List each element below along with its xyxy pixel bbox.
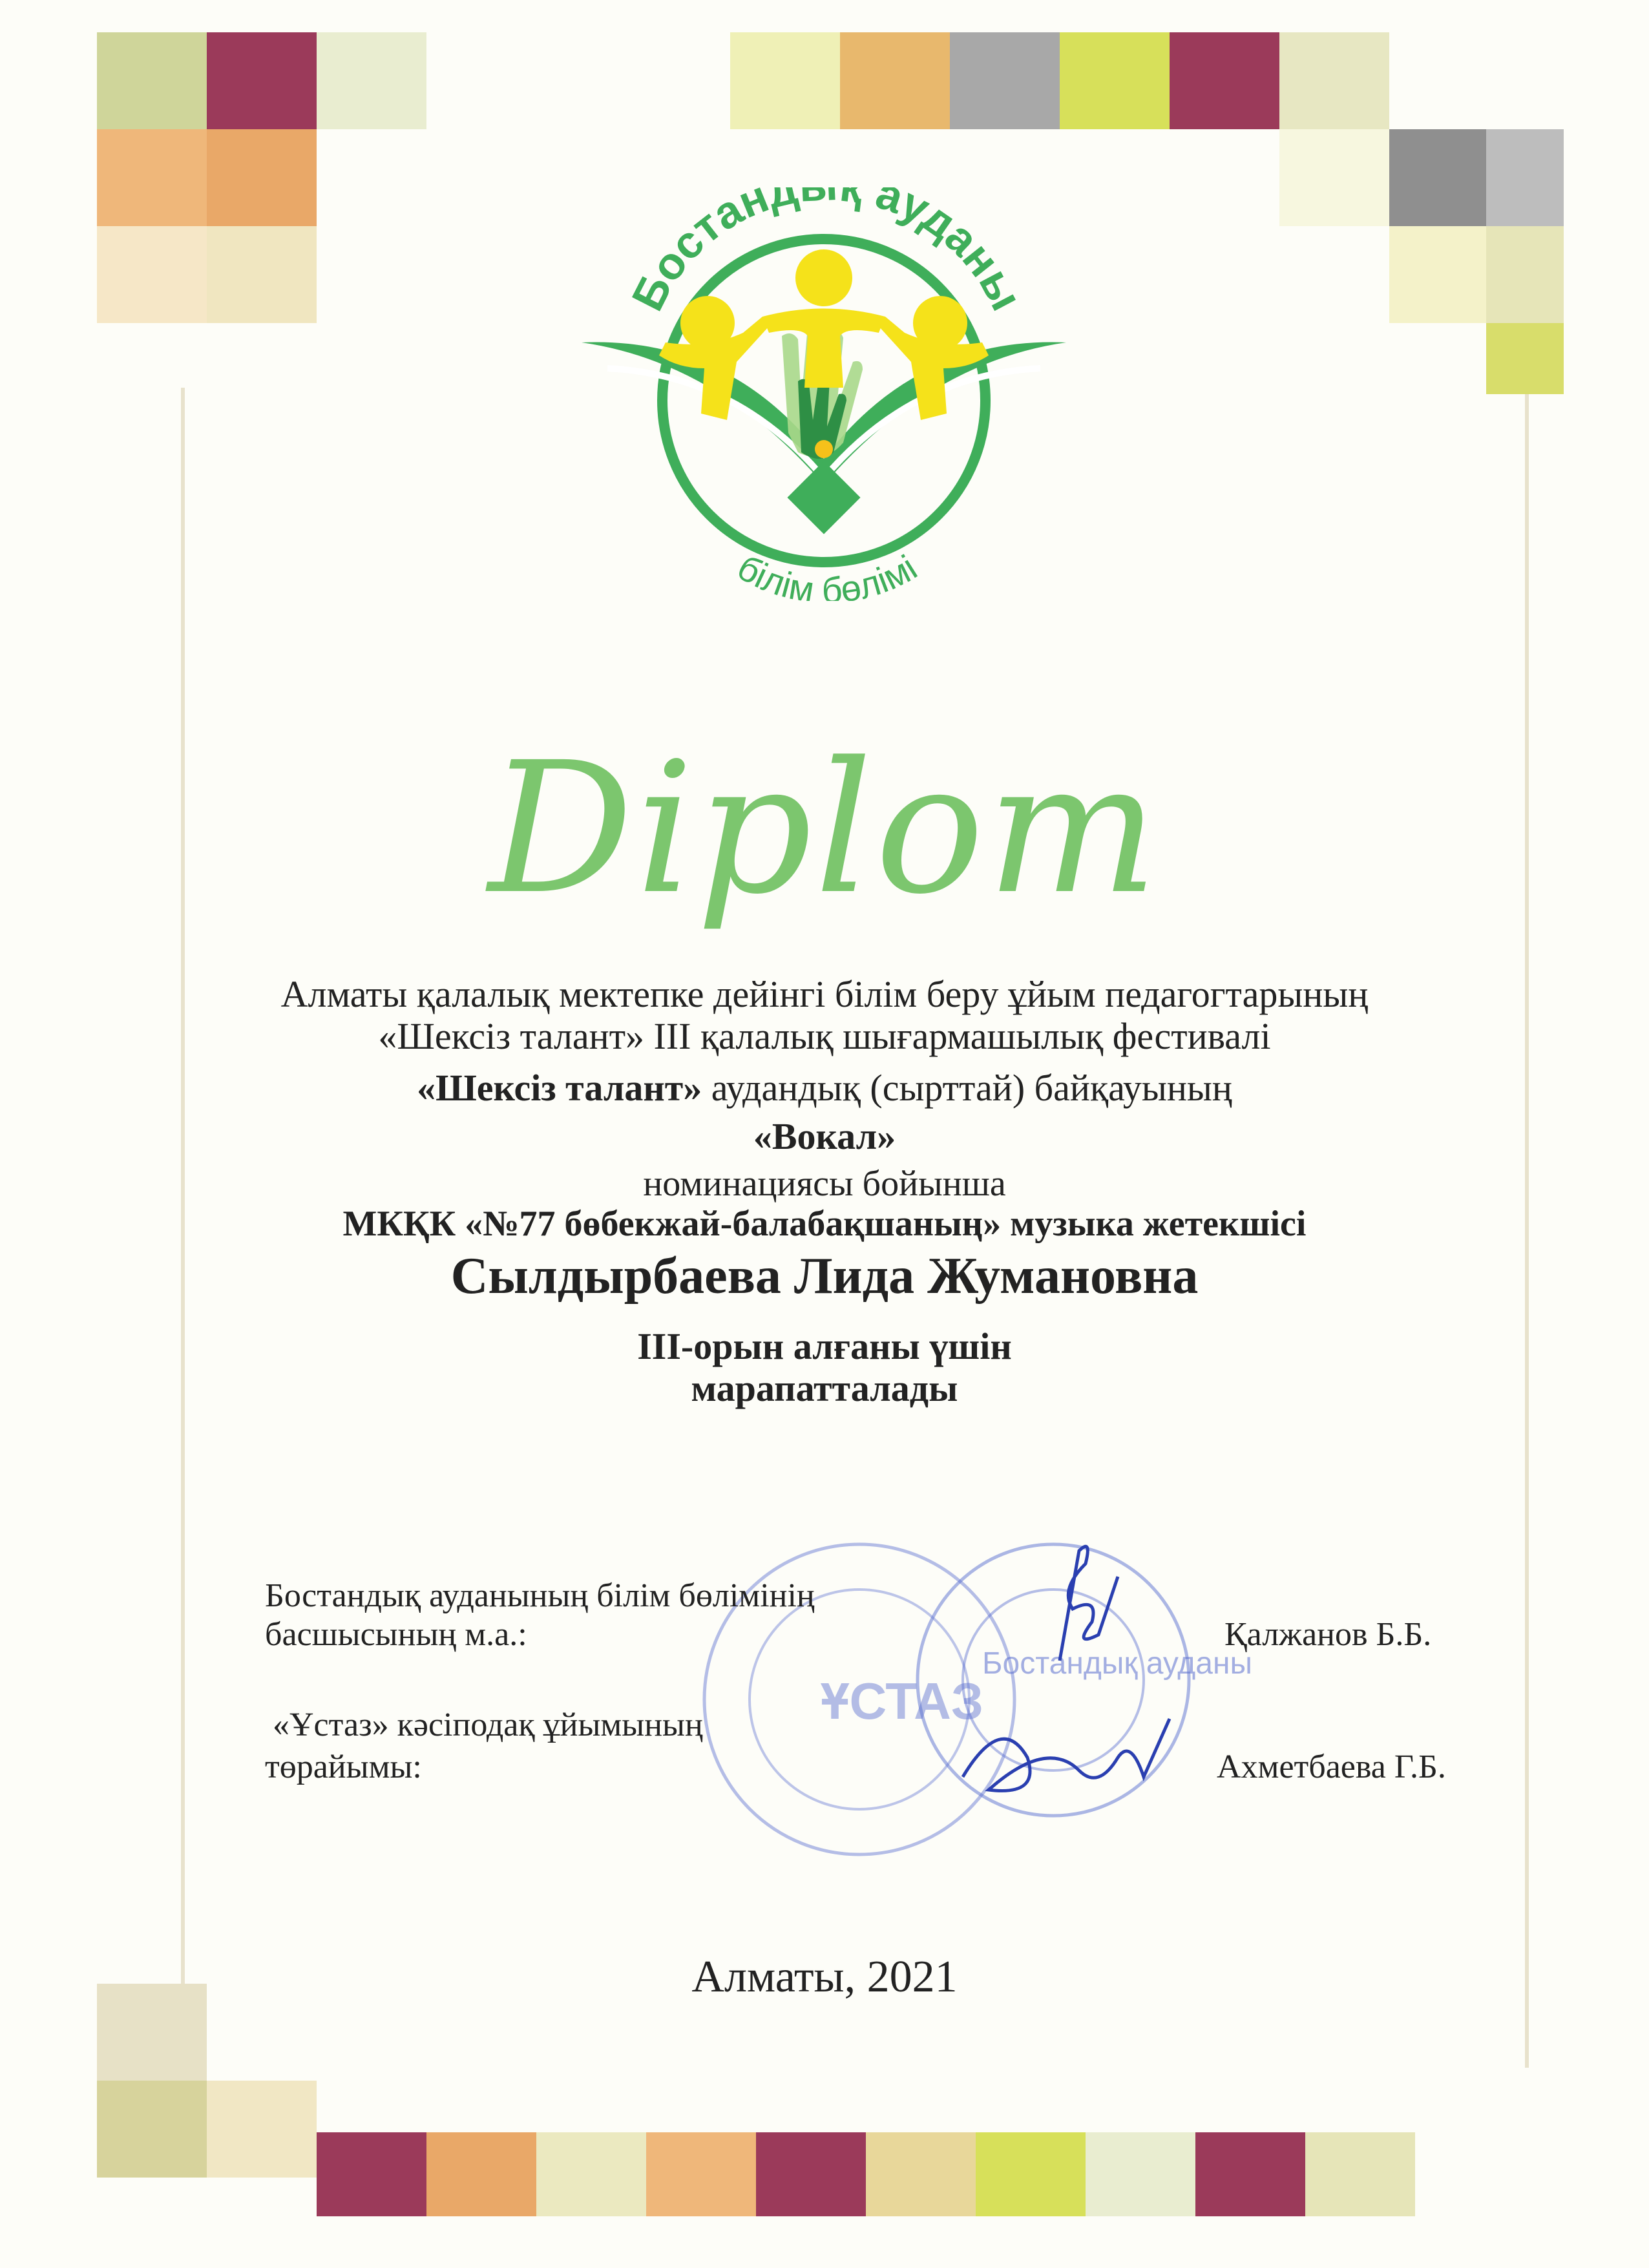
svg-text:білім бөлімі bbox=[731, 547, 924, 601]
ornament-tile bbox=[1170, 32, 1279, 129]
diploma-title: Diplom bbox=[488, 724, 1161, 934]
ornament-tile bbox=[1195, 2132, 1305, 2216]
ornament-tile bbox=[207, 129, 317, 226]
ornament-tile bbox=[1279, 129, 1389, 226]
ornament-tile bbox=[646, 2132, 756, 2216]
contest-type: аудандық (сырттай) байқауының bbox=[702, 1067, 1232, 1109]
body-line-nomination: номинациясы бойынша bbox=[643, 1164, 1006, 1204]
contest-name: «Шексіз талант» bbox=[417, 1067, 702, 1109]
signatory-1-name: Қалжанов Б.Б. bbox=[1224, 1616, 1432, 1653]
ornament-tile bbox=[207, 32, 317, 129]
ornament-tile bbox=[1086, 2132, 1195, 2216]
ornament-tile bbox=[1389, 129, 1499, 226]
ornament-tile bbox=[97, 32, 207, 129]
ornament-tile bbox=[317, 32, 426, 129]
ornament-tile bbox=[97, 226, 207, 323]
ornament-tile bbox=[1060, 32, 1170, 129]
ornament-tile bbox=[1389, 226, 1499, 323]
ornament-tile bbox=[207, 2081, 317, 2178]
body-line-category: «Вокал» bbox=[753, 1115, 896, 1157]
logo-bottom-text: білім бөлімі bbox=[730, 546, 924, 601]
ornament-tile bbox=[317, 2132, 426, 2216]
signatory-2-name: Ахметбаева Г.Б. bbox=[1217, 1748, 1446, 1785]
body-line-institution: МКҚК «№77 бөбекжай-балабақшаның» музыка жетекшісі bbox=[342, 1204, 1307, 1244]
body-line-festival: «Шексіз талант» ІІІ қалалық шығармашылық фестивалі bbox=[378, 1015, 1271, 1057]
ornament-tile bbox=[1279, 32, 1389, 129]
union-stamp-text: ҰСТАЗ bbox=[821, 1672, 983, 1730]
award-place: ІІІ-орын алғаны үшін bbox=[637, 1325, 1012, 1367]
ornament-tile bbox=[536, 2132, 646, 2216]
signature-1 bbox=[1021, 1538, 1137, 1667]
ornament-tile bbox=[756, 2132, 866, 2216]
ornament-tile bbox=[207, 226, 317, 323]
ornament-tile bbox=[1305, 2132, 1415, 2216]
body-line-organizer: Алматы қалалық мектепке дейінгі білім беру ұйым педагогтарының bbox=[280, 973, 1369, 1015]
ornament-tile bbox=[1486, 226, 1564, 323]
signatory-2-title-line2: төрайымы: bbox=[265, 1748, 422, 1785]
logo-emblem-icon bbox=[569, 187, 1079, 601]
ornament-tile bbox=[1486, 323, 1564, 394]
body-line-contest bbox=[0, 1066, 1649, 1109]
district-logo bbox=[569, 187, 1079, 601]
signatory-1-title-line2: басшысының м.а.: bbox=[265, 1616, 527, 1653]
signature-2 bbox=[950, 1699, 1195, 1809]
ornament-tile bbox=[1486, 129, 1564, 226]
signatory-2-title-line1: «Ұстаз» кәсіподақ ұйымының bbox=[273, 1706, 703, 1743]
ornament-tile bbox=[950, 32, 1060, 129]
ornament-tile bbox=[97, 129, 207, 226]
ornament-tile bbox=[97, 2081, 207, 2178]
department-stamp-text: Бостандық ауданы bbox=[982, 1646, 1252, 1681]
city-year: Алматы, 2021 bbox=[691, 1952, 958, 2002]
award-verb: марапатталады bbox=[691, 1367, 958, 1409]
ornament-tile bbox=[426, 2132, 536, 2216]
signatory-1-title-line1: Бостандық ауданының білім бөлімінің bbox=[265, 1577, 815, 1614]
ornament-tile bbox=[730, 32, 840, 129]
ornament-tile bbox=[840, 32, 950, 129]
ornament-tile bbox=[976, 2132, 1086, 2216]
ornament-tile bbox=[866, 2132, 976, 2216]
logo-top-text: Бостанд ауданы bbox=[622, 187, 1033, 319]
recipient-name: Сылдырбаева Лида Жумановна bbox=[450, 1248, 1199, 1305]
